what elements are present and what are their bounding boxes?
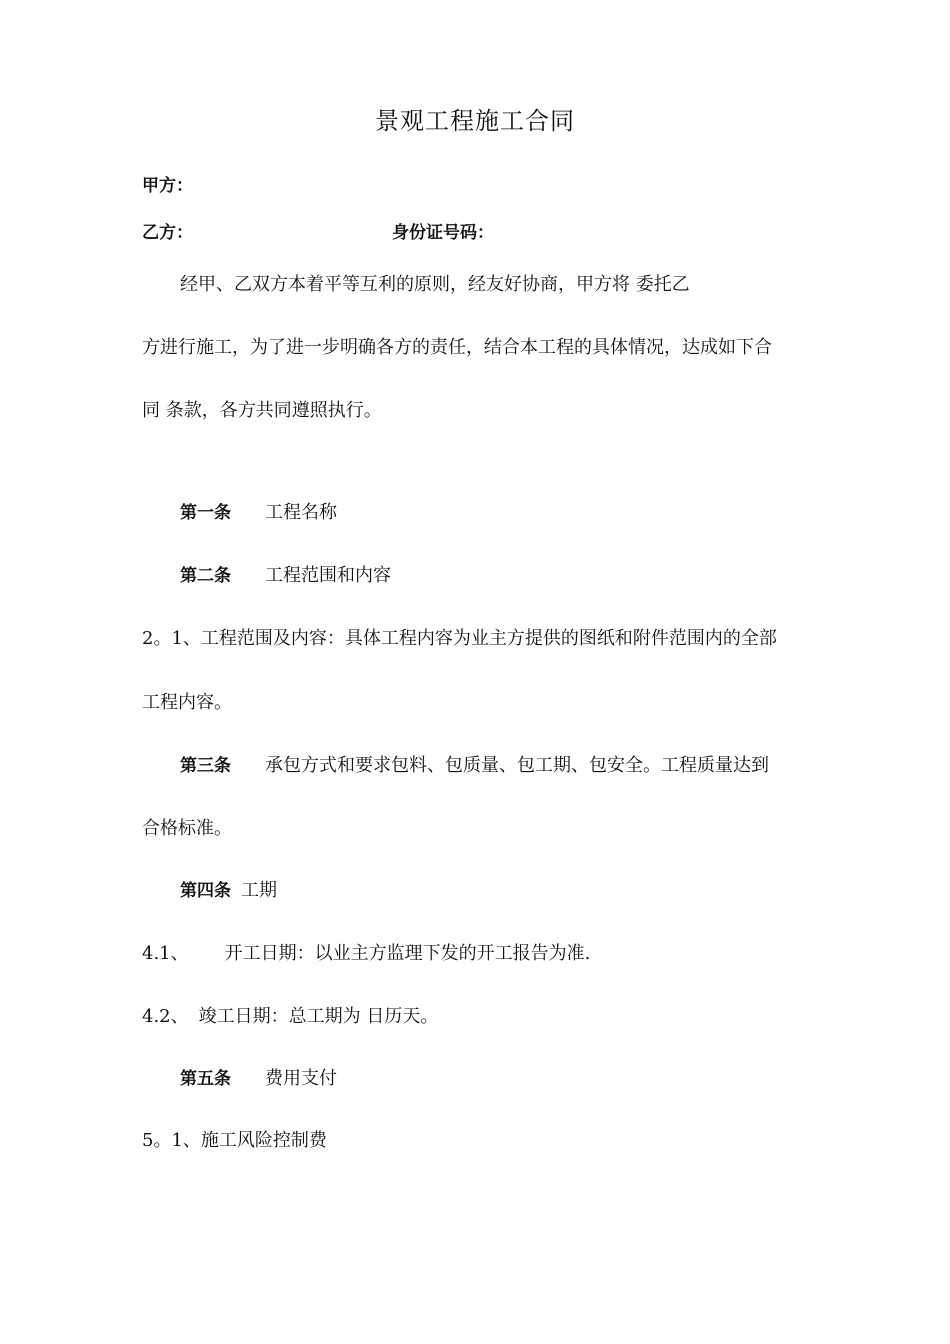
preamble-line-2: 方进行施工，为了进一步明确各方的责任，结合本工程的具体情况，达成如下合 bbox=[142, 337, 772, 358]
clause-4-2-number: 4.2、 bbox=[142, 1006, 189, 1027]
article-5 bbox=[180, 1067, 337, 1091]
clause-4-2-text: 竣工日期：总工期为 日历天。 bbox=[198, 1006, 439, 1027]
document-title: 景观工程施工合同 bbox=[375, 107, 575, 135]
article-2-heading: 第二条 bbox=[180, 566, 231, 586]
article-1 bbox=[180, 501, 337, 525]
article-3-heading: 第三条 bbox=[180, 756, 231, 776]
article-1-text: 工程名称 bbox=[265, 502, 337, 523]
article-4-heading: 第四条 bbox=[180, 881, 231, 901]
article-2-text: 工程范围和内容 bbox=[265, 565, 391, 586]
id-number-label: 身份证号码： bbox=[392, 223, 494, 243]
article-1-heading: 第一条 bbox=[180, 503, 231, 523]
clause-4-2 bbox=[142, 1005, 438, 1029]
article-4 bbox=[180, 879, 277, 903]
preamble-line-1: 经甲、乙双方本着平等互利的原则，经友好协商，甲方将 委托乙 bbox=[180, 274, 690, 295]
article-3-text-line-1: 承包方式和要求包料、包质量、包工期、包安全。工程质量达到 bbox=[265, 755, 769, 776]
party-a-label: 甲方： bbox=[142, 176, 193, 196]
article-3 bbox=[180, 754, 769, 778]
article-4-text: 工期 bbox=[241, 880, 277, 901]
party-b-label: 乙方： bbox=[142, 223, 193, 243]
article-3-text-line-2: 合格标准。 bbox=[142, 818, 232, 839]
clause-4-1-number: 4.1、 bbox=[142, 943, 189, 964]
clause-5-1: 5。1、施工风险控制费 bbox=[142, 1130, 327, 1151]
clause-4-1-text: 开工日期：以业主方监理下发的开工报告为准. bbox=[224, 943, 591, 964]
preamble-line-3: 同 条款，各方共同遵照执行。 bbox=[142, 400, 382, 421]
clause-4-1 bbox=[142, 942, 590, 966]
article-2 bbox=[180, 564, 391, 588]
clause-2-1-line-2: 工程内容。 bbox=[142, 692, 232, 713]
article-5-text: 费用支付 bbox=[265, 1068, 337, 1089]
article-5-heading: 第五条 bbox=[180, 1069, 231, 1089]
clause-2-1-line-1: 2。1、工程范围及内容：具体工程内容为业主方提供的图纸和附件范围内的全部 bbox=[142, 628, 777, 649]
